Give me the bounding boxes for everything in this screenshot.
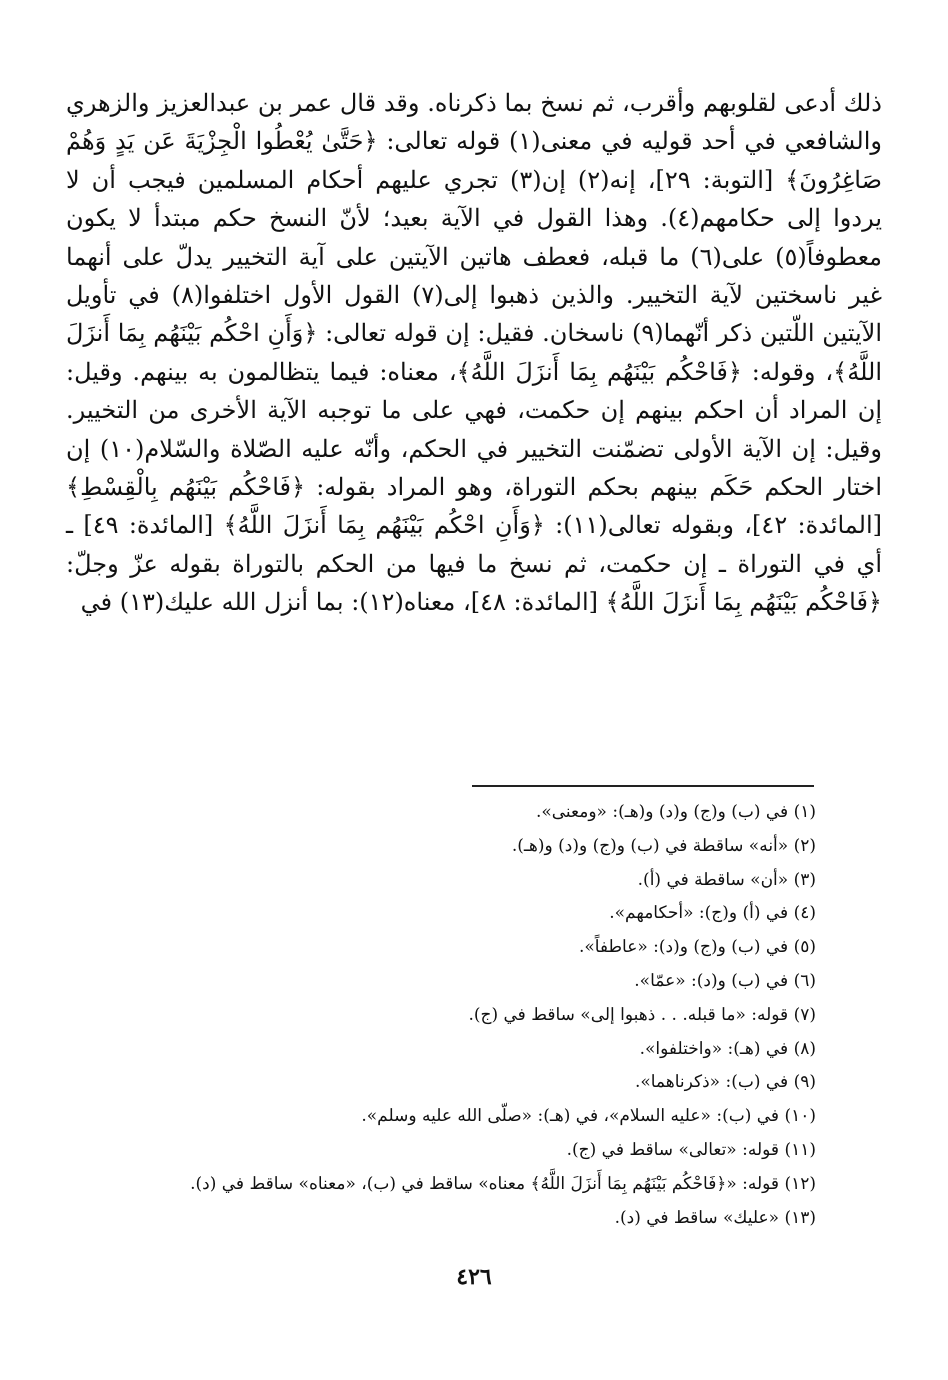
footnote-item: (١٠) في (ب): «عليه السلام»، في (هـ): «صلّى الله عليه وسلم». bbox=[361, 1106, 816, 1127]
footnote-item: (٦) في (ب) و(د): «عمّا». bbox=[634, 970, 816, 991]
footnote-item: (٧) قوله: «ما قبله. . . ذهبوا إلى» ساقط في (ج). bbox=[468, 1004, 816, 1025]
footnote-item: (١) في (ب) و(ج) و(د) و(هـ): «ومعنى». bbox=[535, 802, 816, 822]
footnote-item: (٣) «أن» ساقطة في (أ). bbox=[637, 869, 816, 890]
footnote-item: (١١) قوله: «تعالى» ساقط في (ج). bbox=[566, 1139, 816, 1160]
main-text-block bbox=[66, 84, 882, 622]
main-paragraph: ذلك أدعى لقلوبهم وأقرب، ثم نسخ بما ذكرناه. وقد قال عمر بن عبدالعزيز والزهري والشافعي في أحد قوليه في معنى(١) قوله تعالى: ﴿حَتَّىٰ يُعْطُوا الْجِزْيَةَ عَن يَدٍ وَهُمْ صَاغِرُونَ﴾ [التوبة: ٢٩]، إنه(٢) إن(٣) تجري عليهم أحكام المسلمين فيجب أن لا يردوا إلى حكامهم(٤). وهذا القول في الآية بعيد؛ لأنّ النسخ حكم مبتدأ لا يكون معطوفاً(٥) على(٦) ما قبله، فعطف هاتين الآيتين على آية التخيير يدلّ على أنهما غير ناسختين لآية التخيير. والذين ذهبوا إلى(٧) القول الأول اختلفوا(٨) في تأويل الآيتين اللّتين ذكر أنّهما(٩) ناسخان. فقيل: إن قوله تعالى: ﴿وَأَنِ احْكُم بَيْنَهُم بِمَا أَنزَلَ اللَّهُ﴾، وقوله: ﴿فَاحْكُم بَيْنَهُم بِمَا أَنزَلَ اللَّهُ﴾، معناه: فيما يتظالمون به بينهم. وقيل: إن المراد أن احكم بينهم إن حكمت، فهي على ما توجبه الآية الأخرى من التخيير. وقيل: إن الآية الأولى تضمّنت التخيير في الحكم، وأنّه عليه الصّلاة والسّلام(١٠) إن اختار الحكم حَكَم بينهم بحكم التوراة، وهو المراد بقوله: ﴿فَاحْكُم بَيْنَهُم بِالْقِسْطِ﴾ [المائدة: ٤٢]، وبقوله تعالى(١١): ﴿وَأَنِ احْكُم بَيْنَهُم بِمَا أَنزَلَ اللَّهُ﴾ [المائدة: ٤٩] ـ أي في التوراة ـ إن حكمت، ثم نسخ ما فيها من الحكم بالتوراة بقوله عزّ وجلّ: ﴿فَاحْكُم بَيْنَهُم بِمَا أَنزَلَ اللَّهُ﴾ [المائدة: ٤٨]، معناه(١٢): بما أنزل الله عليك(١٣) في bbox=[66, 89, 883, 617]
footnotes-list bbox=[66, 796, 816, 1235]
footnote-divider bbox=[472, 785, 814, 787]
footnote-item: (٩) في (ب): «ذكرناهما». bbox=[634, 1072, 816, 1093]
footnote-item: (٥) في (ب) و(ج) و(د): «عاطفاً». bbox=[578, 937, 816, 958]
footnote-item: (١٣) «عليك» ساقط في (د). bbox=[614, 1207, 816, 1228]
page-number: ٤٢٦ bbox=[456, 1264, 492, 1290]
footnote-item: (١٢) قوله: «﴿فَاحْكُم بَيْنَهُم بِمَا أَنزَلَ اللَّهُ﴾ معناه» ساقط في (ب)، «معناه» ساقط في (د). bbox=[190, 1173, 816, 1194]
footnote-item: (٨) في (هـ): «واختلفوا». bbox=[639, 1038, 816, 1059]
footnote-item: (٤) في (أ) و(ج): «أحكامهم». bbox=[609, 903, 816, 924]
footnote-item: (٢) «أنه» ساقطة في (ب) و(ج) و(د) و(هـ). bbox=[511, 835, 816, 856]
